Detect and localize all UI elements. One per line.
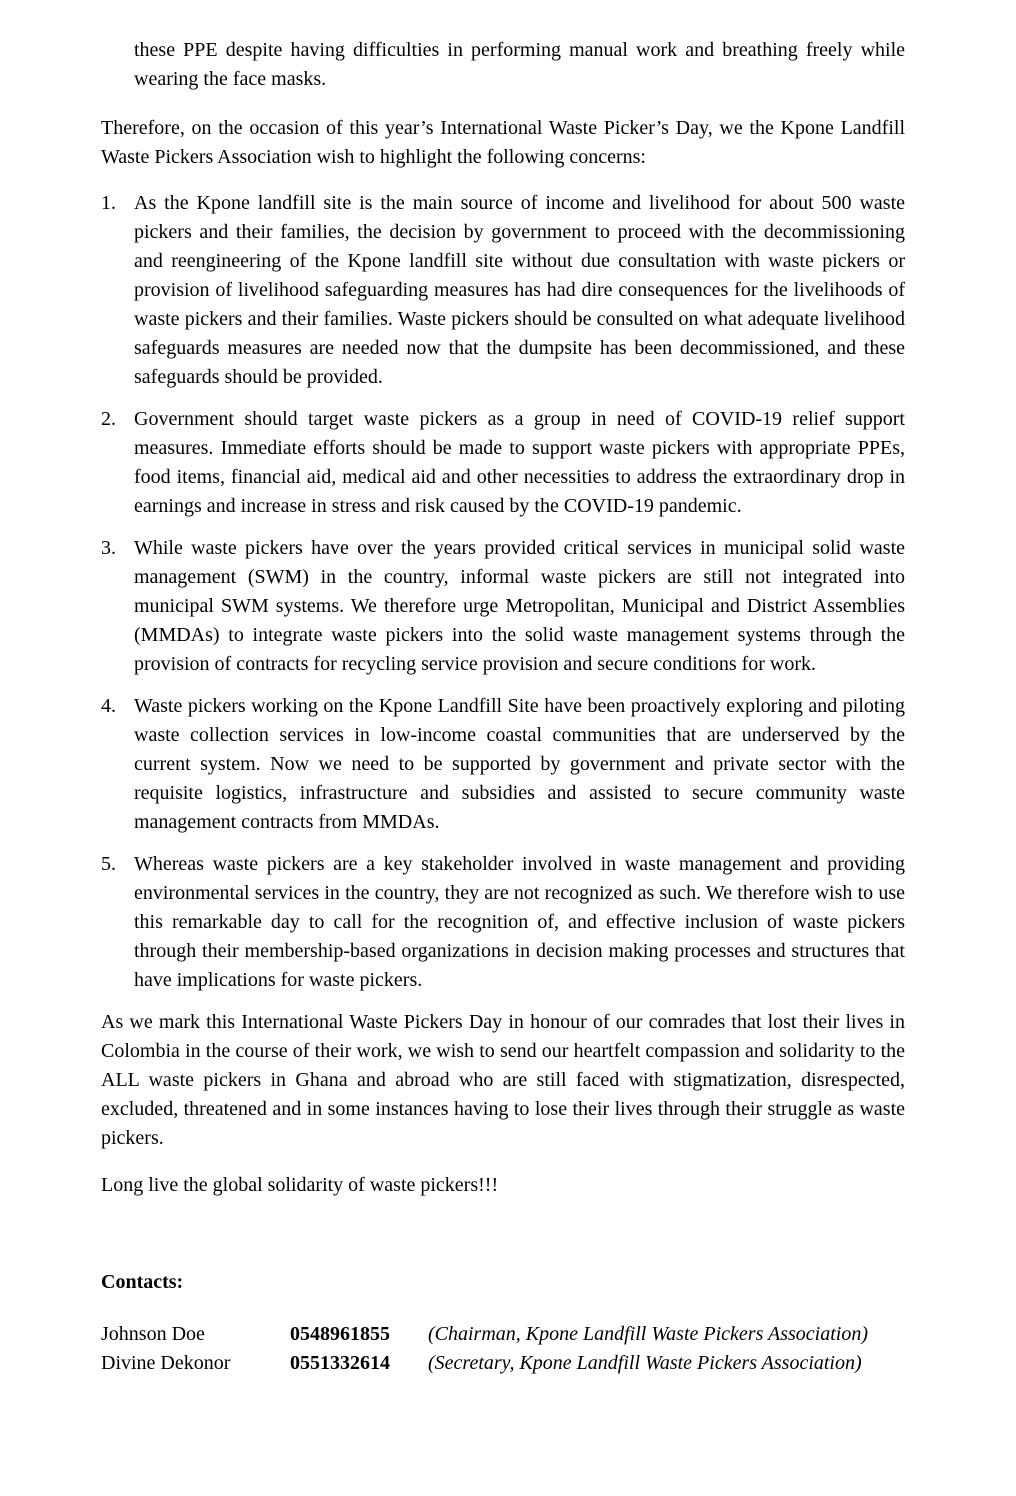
closing-paragraph: As we mark this International Waste Pickers Day in honour of our comrades that lost their lives in Colombia in the course of their work, we wish to send our heartfelt compassion and solidarity to the ALL waste pickers in Ghana and abroad who are still faced with stigmatization, disrespected, excluded, threatened and in some instances having to lose their lives through their struggle as waste pickers. [101, 1011, 905, 1149]
contact-name: Divine Dekonor [101, 1352, 231, 1374]
list-number: 3. [101, 537, 116, 559]
contact-name: Johnson Doe [101, 1323, 205, 1345]
concern-text: As the Kpone landfill site is the main source of income and livelihood for about 500 waste pickers and their families, the decision by government to proceed with the decommissioning and reengineering of the Kpone landfill site without due consultation with waste pickers or provision of livelihood safeguarding measures has had dire consequences for the livelihoods of waste pickers and their families. Waste pickers should be consulted on what adequate livelihood safeguards measures are needed now that the dumpsite has been decommissioned, and these safeguards should be provided. [134, 192, 905, 388]
concern-item-1 [101, 189, 905, 392]
concern-text: Waste pickers working on the Kpone Landfill Site have been proactively exploring and piloting waste collection services in low-income coastal communities that are underserved by the current system. Now we need to be supported by government and private sector with the requisite logistics, infrastructure and subsidies and assisted to secure community waste management contracts from MMDAs. [134, 695, 905, 833]
concerns-list [101, 189, 905, 995]
contact-row [101, 1320, 905, 1349]
contact-phone: 0548961855 [290, 1323, 390, 1345]
list-number: 1. [101, 192, 116, 214]
concern-text: While waste pickers have over the years provided critical services in municipal solid waste management (SWM) in the country, informal waste pickers are still not integrated into municipal SWM systems. We therefore urge Metropolitan, Municipal and District Assemblies (MMDAs) to integrate waste pickers into the solid waste management systems through the provision of contracts for recycling service provision and secure conditions for work. [134, 537, 905, 675]
list-number: 2. [101, 408, 116, 430]
contact-row [101, 1349, 905, 1378]
list-number: 4. [101, 695, 116, 717]
contact-role: (Secretary, Kpone Landfill Waste Pickers Association) [428, 1352, 862, 1374]
solidarity-line: Long live the global solidarity of waste pickers!!! [101, 1174, 499, 1196]
concern-item-4 [101, 692, 905, 837]
concern-item-3 [101, 534, 905, 679]
concern-text: Government should target waste pickers as a group in need of COVID-19 relief support measures. Immediate efforts should be made to support waste pickers with appropriate PPEs, food items, financial aid, medical aid and other necessities to address the extraordinary drop in earnings and increase in stress and risk caused by the COVID-19 pandemic. [134, 408, 905, 517]
contacts-heading: Contacts: [101, 1271, 184, 1293]
concern-item-5 [101, 850, 905, 995]
contact-phone: 0551332614 [290, 1352, 390, 1374]
list-number: 5. [101, 853, 116, 875]
paragraph-continuation: these PPE despite having difficulties in performing manual work and breathing freely while wearing the face masks. [134, 39, 905, 90]
concern-text: Whereas waste pickers are a key stakeholder involved in waste management and providing environmental services in the country, they are not recognized as such. We therefore wish to use this remarkable day to call for the recognition of, and effective inclusion of waste pickers through their membership-based organizations in decision making processes and structures that have implications for waste pickers. [134, 853, 905, 991]
contact-role: (Chairman, Kpone Landfill Waste Pickers Association) [428, 1323, 868, 1345]
contacts-list [101, 1320, 905, 1378]
intro-paragraph: Therefore, on the occasion of this year’s International Waste Picker’s Day, we the Kpone Landfill Waste Pickers Association wish to highlight the following concerns: [101, 117, 905, 168]
concern-item-2 [101, 405, 905, 521]
